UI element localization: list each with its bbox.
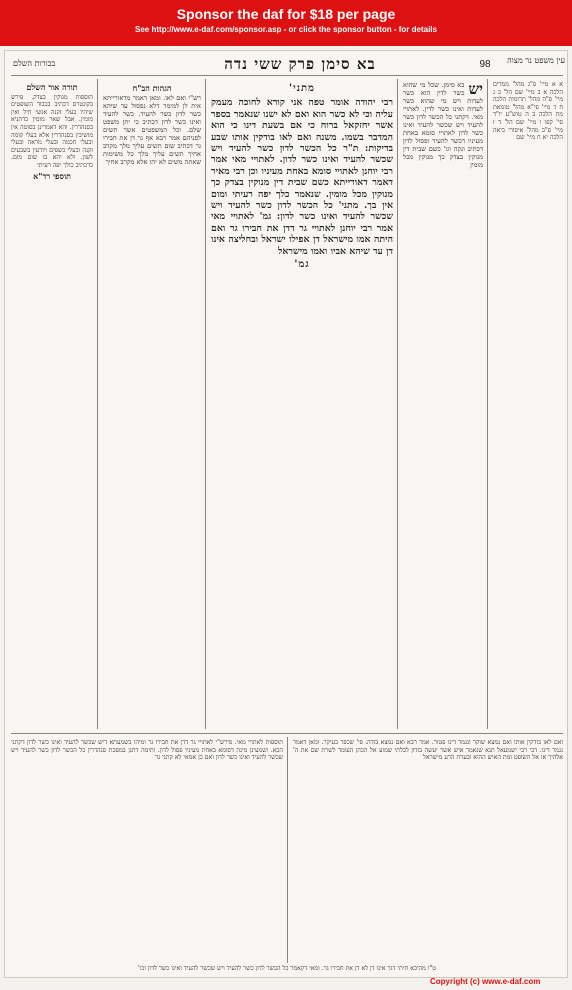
bottom-last-line <box>11 965 563 975</box>
header-right-label: עין משפט נר מצוה <box>507 56 565 65</box>
bottom-rashi-text: ואם לאו בודקין אותו ואם נמצא שוקר ונגמר דינו פטור. אמר רבא ואם נמצא בודה. פי' שכפר בעיקר. ומאן דאמר נגמר דינו. דבי רבי ישמעאל תנא שנאמר איש אשר יעשה בזדון לבלתי שמוע אל הכהן העומד לשרת שם את ה' אלהיך או אל השופט ומת האיש ההוא ובערת הרע מישראל <box>293 739 563 762</box>
far-left-margin-column <box>11 81 93 721</box>
talmud-page <box>4 50 568 978</box>
column-divider <box>287 737 288 963</box>
sponsor-banner[interactable] <box>0 0 572 46</box>
gemara-main-text: רבי יהודה אומר טפה אני קורא לחוכה מעמק עליה וכי לא כשר הוא ואם לא ישנו שנאמר בספר אשר יחזקאל ברוח כי אם בשעת דינו כי הוא המדבר בשמו. משנה ואם לאו בודקין אותו שבע בדיקות: ת"ר כל הכשר לדון כשר להעיד ויש שכשר להעיד ואינו כשר לדון. לאתויי מאי אמר רבי יוחנן לאתויי סומא באחת מעיניו וכן רבי מאיר דאמר דאורייתא כשם שבית דין מנוקין בצדק כך מנוקין מכל מומין. שנאמר כלך יפה רעיתי ומום אין בך. מתני' כל הכשר לדון כשר להעיד ויש שכשר להעיד ואינו כשר לדון: גמ' לאתויי מאי אמר רבי יוחנן לאתויי גר דדן את חבירו גר ואם היתה אמו מישראל דן אפילו ישראל ובחליצה אינו דן עד שיהא אביו ואמו מישראל <box>211 97 393 257</box>
sponsor-banner-subtitle[interactable]: See http://www.e-daf.com/sponsor.asp - or click the sponsor button - for details <box>135 25 437 34</box>
page-title: בא סימן פרק ששי נדה <box>224 55 376 73</box>
opening-word: יש <box>468 81 483 98</box>
bottom-rashi-block <box>293 739 563 961</box>
header-rule <box>11 75 563 76</box>
rashi-column <box>403 81 483 721</box>
column-divider <box>97 79 98 729</box>
section-rule <box>11 733 563 734</box>
bottom-tosafot-text: תוספות לאתויי מאי. פירש"י לאתויי גר דדן את חבירו גר ומיהו בשמעתא דיש שכשר להעיד ואינו כשר לדון דקתני הכא. ושמעינן מינה דסומא באחת מעיניו פסול לדון. ותימה דתנן במסכת סנהדרין כל הכשר לדון כשר להעיד ויש שכשר להעיד ואינו כשר לדון ואם כן אמאי לא קתני גר <box>11 739 283 762</box>
column-divider <box>487 79 488 729</box>
sponsor-banner-title[interactable]: Sponsor the daf for $18 per page <box>176 6 396 22</box>
rashi-text: בא סימן. שכל מי שהוא כשר לדין הוא כשר לעדות ויש מי שהוא כשר לעדות ואינו כשר לדין. לאתויי מאי. דקתני כל הכשר לדון כשר להעיד ויש שכשר להעיד ואינו כשר לדון לאתויי סומא באחת מעיניו דכשר להעיד ופסול לדון דכתיב ונקה וגו' כשם שבית דין מנוקין בצדק כך מנוקין מכל מומין <box>403 81 483 169</box>
tosafot-rid-heading: תוספי רד"א <box>33 170 71 181</box>
far-left-margin-text: תוספות מנוקין בצדק. פירש בקונטרס דכתיב בכבוד השופטים שיהיו בעלי זקנה אנשי חיל ואין מומין. אבל שאר מומין כדתניא בסנהדרין. והא דאמרינן בסוטה אין מושיבין בסנהדרין אלא בעלי קומה ובעלי חכמה ובעלי מראה ובעלי זקנה ובעלי כשפים ויודעין בשבעים לשון. ולא יהא בו שום מום. כדכתיב כולך יפה רעיתי <box>11 93 93 169</box>
gemara-main-column <box>211 81 393 721</box>
gemara-heading: גמ' <box>294 259 310 271</box>
page-number: 98 <box>479 59 491 70</box>
header-left-label: בכורות השלם <box>13 59 56 68</box>
inner-commentary-column <box>103 81 201 721</box>
hagahot-heading: הגהות הב"ח <box>132 83 172 93</box>
torah-or-heading: תורה אור השלם <box>26 82 78 92</box>
column-divider <box>397 79 398 729</box>
inner-commentary-text: רש"י ואם לאו. ומאן דאמר מדאורייתא אית לן למימר דלא נפסול עד שיהא כשר לדון כשר להעיד. כשר להעיד ואינו כשר לדון דכתיב כי יתן משפט שלם. וכל המשפטים אשר תשים לפניהם אמר רבא אף גר דן את חבירו גר דכתיב שום תשים עליך מלך מקרב אחיך תשים עליך מלך כל משימות שאתה משים לא יהו אלא מקרב אחיך <box>103 94 201 166</box>
mishna-heading: מתני' <box>289 83 315 94</box>
bottom-last-line-text: ט"ו מהיכא תיתי דגר אינו דן לא דן את חבירו גר. ומאי דקאמר כל הכשר לדון כשר להעיד ויש שכשר להעיד ואינו כשר לדון וכו' <box>138 965 436 972</box>
ein-mishpat-column <box>493 81 563 721</box>
ein-mishpat-text: א א מיי' פ"ג מהל' ממרים הלכה א ב מיי' שם הל' ב ג מיי' פ"ה מהל' תרומות הלכה ח ד מיי' פי"א מהל' טומאת מת הלכה ב ה טוש"ע יו"ד סי' קפו ו מיי' שם הל' ד ז מיי' פ"ב מהל' איסורי ביאה הלכה יא ח מיי' שם <box>493 81 563 142</box>
copyright-link[interactable]: Copyright (c) www.e-daf.com <box>430 977 541 986</box>
bottom-tosafot-block <box>11 739 283 961</box>
column-divider <box>205 79 206 729</box>
